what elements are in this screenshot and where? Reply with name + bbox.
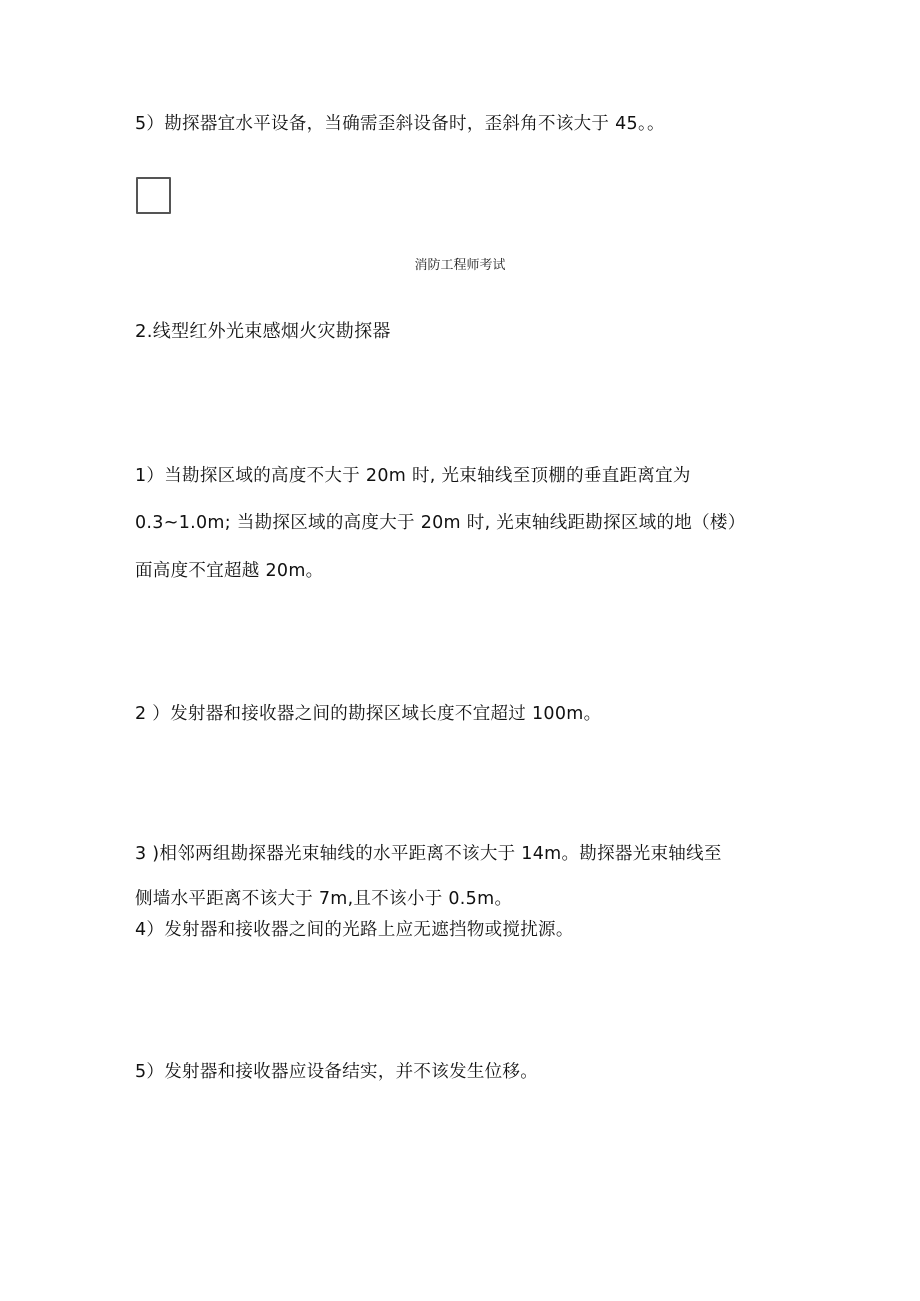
paragraph-2: 2 ）发射器和接收器之间的勘探区域长度不宜超过 100m。 [135,704,602,724]
paragraph-4: 4）发射器和接收器之间的光路上应无遮挡物或搅扰源。 [135,920,574,940]
paragraph-3-line-2: 侧墙水平距离不该大于 7m,且不该小于 0.5m。 [135,889,513,909]
section-title: 2.线型红外光束感烟火灾勘探器 [135,321,391,342]
checkbox[interactable] [136,177,171,214]
paragraph-5: 5）发射器和接收器应设备结实，并不该发生位移。 [135,1062,539,1082]
paragraph-1-line-1: 1）当勘探区域的高度不大于 20m 时, 光束轴线至顶棚的垂直距离宜为 [135,466,691,486]
page-header: 消防工程师考试 [414,258,506,273]
paragraph-3-line-1: 3 )相邻两组勘探器光束轴线的水平距离不该大于 14m。勘探器光束轴线至 [135,844,722,864]
item-5-detector-tilt: 5）勘探器宜水平设备，当确需歪斜设备时，歪斜角不该大于 45。。 [135,114,665,134]
paragraph-1-line-2: 0.3~1.0m; 当勘探区域的高度大于 20m 时, 光束轴线距勘探区域的地（楼） [135,513,746,533]
paragraph-1-line-3: 面高度不宜超越 20m。 [135,561,324,581]
